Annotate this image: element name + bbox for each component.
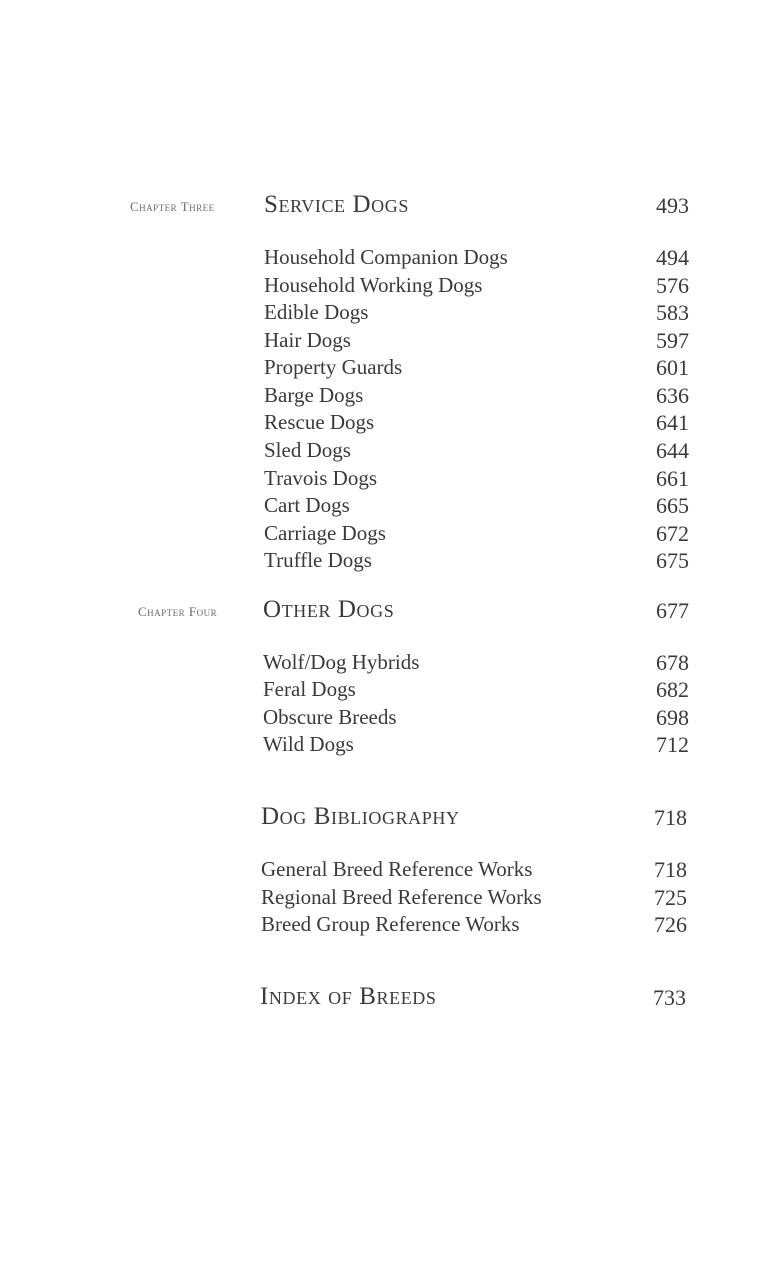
toc-entry-title: Household Companion Dogs <box>264 245 508 269</box>
chapter-four-label: Chapter Four <box>138 604 218 619</box>
toc-entry-title: Wolf/Dog Hybrids <box>263 650 420 674</box>
chapter-three-label: Chapter Three <box>130 199 215 214</box>
toc-entry-page: 665 <box>656 493 689 518</box>
toc-entry-page: 597 <box>656 328 689 353</box>
toc-entry-title: Property Guards <box>264 355 403 379</box>
toc-entry-page: 583 <box>656 300 689 325</box>
toc-entry-page: 698 <box>656 705 689 730</box>
toc-entry-page: 712 <box>656 732 689 757</box>
toc-entry-page: 726 <box>654 912 687 937</box>
toc-entry-title: Hair Dogs <box>264 328 351 352</box>
toc-entry-page: 682 <box>656 677 689 702</box>
toc-entry-page: 678 <box>656 650 689 675</box>
toc-entry-title: Travois Dogs <box>264 466 377 490</box>
toc-entry-page: 576 <box>656 273 689 298</box>
chapter-three-page: 493 <box>656 193 689 218</box>
toc-entry-title: Truffle Dogs <box>264 548 372 572</box>
toc-entry-page: 675 <box>656 548 689 573</box>
toc-entry-page: 644 <box>656 438 689 463</box>
toc-entry-page: 725 <box>654 885 687 910</box>
bibliography-title: Dog Bibliography <box>261 803 460 830</box>
toc-entry-title: General Breed Reference Works <box>261 857 533 881</box>
toc-entry-page: 641 <box>656 410 689 435</box>
toc-entry-title: Cart Dogs <box>264 493 350 517</box>
bibliography-page: 718 <box>654 805 687 830</box>
toc-entry-title: Feral Dogs <box>263 677 356 701</box>
toc-entry-title: Household Working Dogs <box>264 273 483 297</box>
toc-entry-page: 601 <box>656 355 689 380</box>
toc-entry-title: Barge Dogs <box>264 383 364 407</box>
toc-entry-title: Regional Breed Reference Works <box>261 885 542 909</box>
toc-entry-page: 718 <box>654 857 687 882</box>
toc-entry-title: Obscure Breeds <box>263 705 397 729</box>
toc-entry-page: 636 <box>656 383 689 408</box>
toc-entry-title: Sled Dogs <box>264 438 351 462</box>
index-page: 733 <box>653 985 686 1010</box>
toc-entry-title: Breed Group Reference Works <box>261 912 520 936</box>
toc-entry-page: 672 <box>656 521 689 546</box>
toc-entry-title: Edible Dogs <box>264 300 369 324</box>
toc-entry-title: Rescue Dogs <box>264 410 375 434</box>
chapter-three-title: Service Dogs <box>264 191 409 218</box>
chapter-four-page: 677 <box>656 598 689 623</box>
toc-entry-page: 661 <box>656 466 689 491</box>
index-title: Index of Breeds <box>260 983 437 1010</box>
toc-entry-title: Wild Dogs <box>263 732 354 756</box>
toc-entry-page: 494 <box>656 245 689 270</box>
chapter-four-title: Other Dogs <box>263 596 395 623</box>
toc-entry-title: Carriage Dogs <box>264 521 386 545</box>
